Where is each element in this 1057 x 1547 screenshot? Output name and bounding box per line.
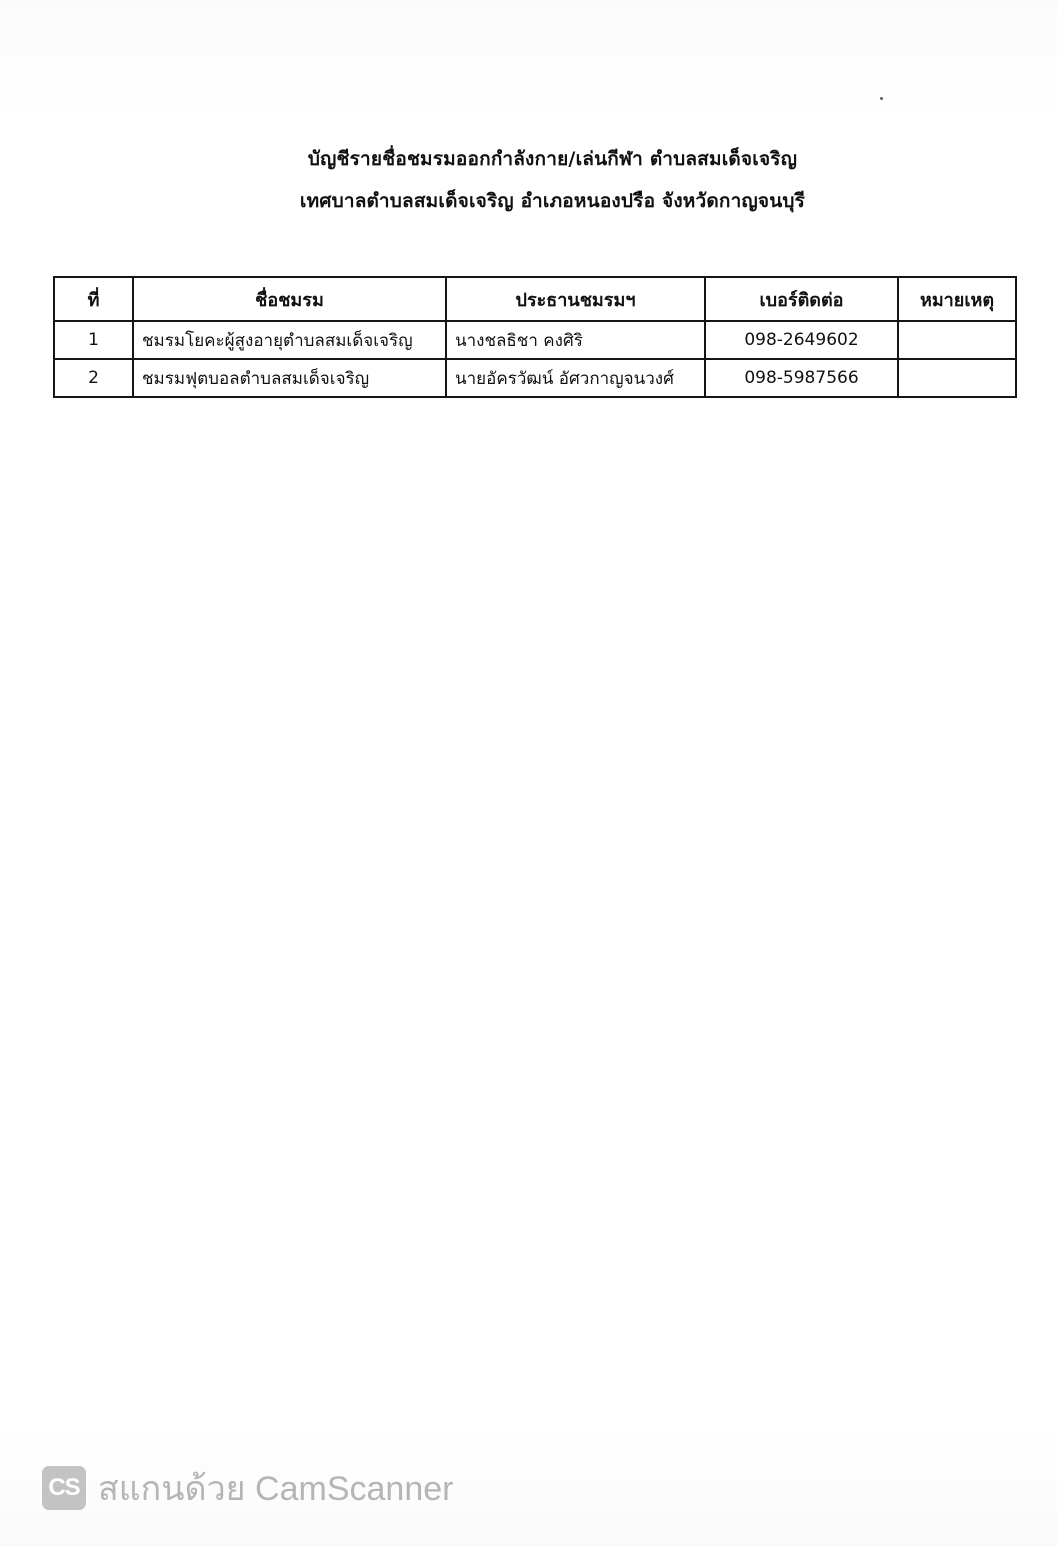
header-phone: เบอร์ติดต่อ	[705, 277, 898, 321]
club-table	[53, 276, 1017, 398]
cell-president: นางชลธิชา คงศิริ	[446, 321, 705, 359]
cell-club-name: ชมรมฟุตบอลตำบลสมเด็จเจริญ	[133, 359, 446, 397]
ink-speck	[880, 97, 883, 100]
header-no: ที่	[54, 277, 133, 321]
cell-remarks	[898, 359, 1016, 397]
camscanner-logo-icon: CS	[42, 1466, 86, 1510]
header-remarks: หมายเหตุ	[898, 277, 1016, 321]
title-line-1: บัญชีรายชื่อชมรมออกกำลังกาย/เล่นกีฬา ตำบลสมเด็จเจริญ	[307, 148, 798, 170]
watermark-text: สแกนด้วย CamScanner	[98, 1470, 454, 1508]
cell-no: 2	[54, 359, 133, 397]
table-row	[54, 321, 1016, 359]
cell-phone: 098-2649602	[705, 321, 898, 359]
cell-club-name: ชมรมโยคะผู้สูงอายุตำบลสมเด็จเจริญ	[133, 321, 446, 359]
title-line-2: เทศบาลตำบลสมเด็จเจริญ อำเภอหนองปรือ จังหวัดกาญจนบุรี	[299, 190, 806, 212]
header-club-name: ชื่อชมรม	[133, 277, 446, 321]
document-title	[0, 146, 1057, 214]
table-row	[54, 359, 1016, 397]
table-header-row	[54, 277, 1016, 321]
cell-president: นายอัครวัฒน์ อัศวกาญจนวงศ์	[446, 359, 705, 397]
cell-no: 1	[54, 321, 133, 359]
header-president: ประธานชมรมฯ	[446, 277, 705, 321]
cell-remarks	[898, 321, 1016, 359]
cell-phone: 098-5987566	[705, 359, 898, 397]
camscanner-watermark	[42, 1466, 453, 1510]
